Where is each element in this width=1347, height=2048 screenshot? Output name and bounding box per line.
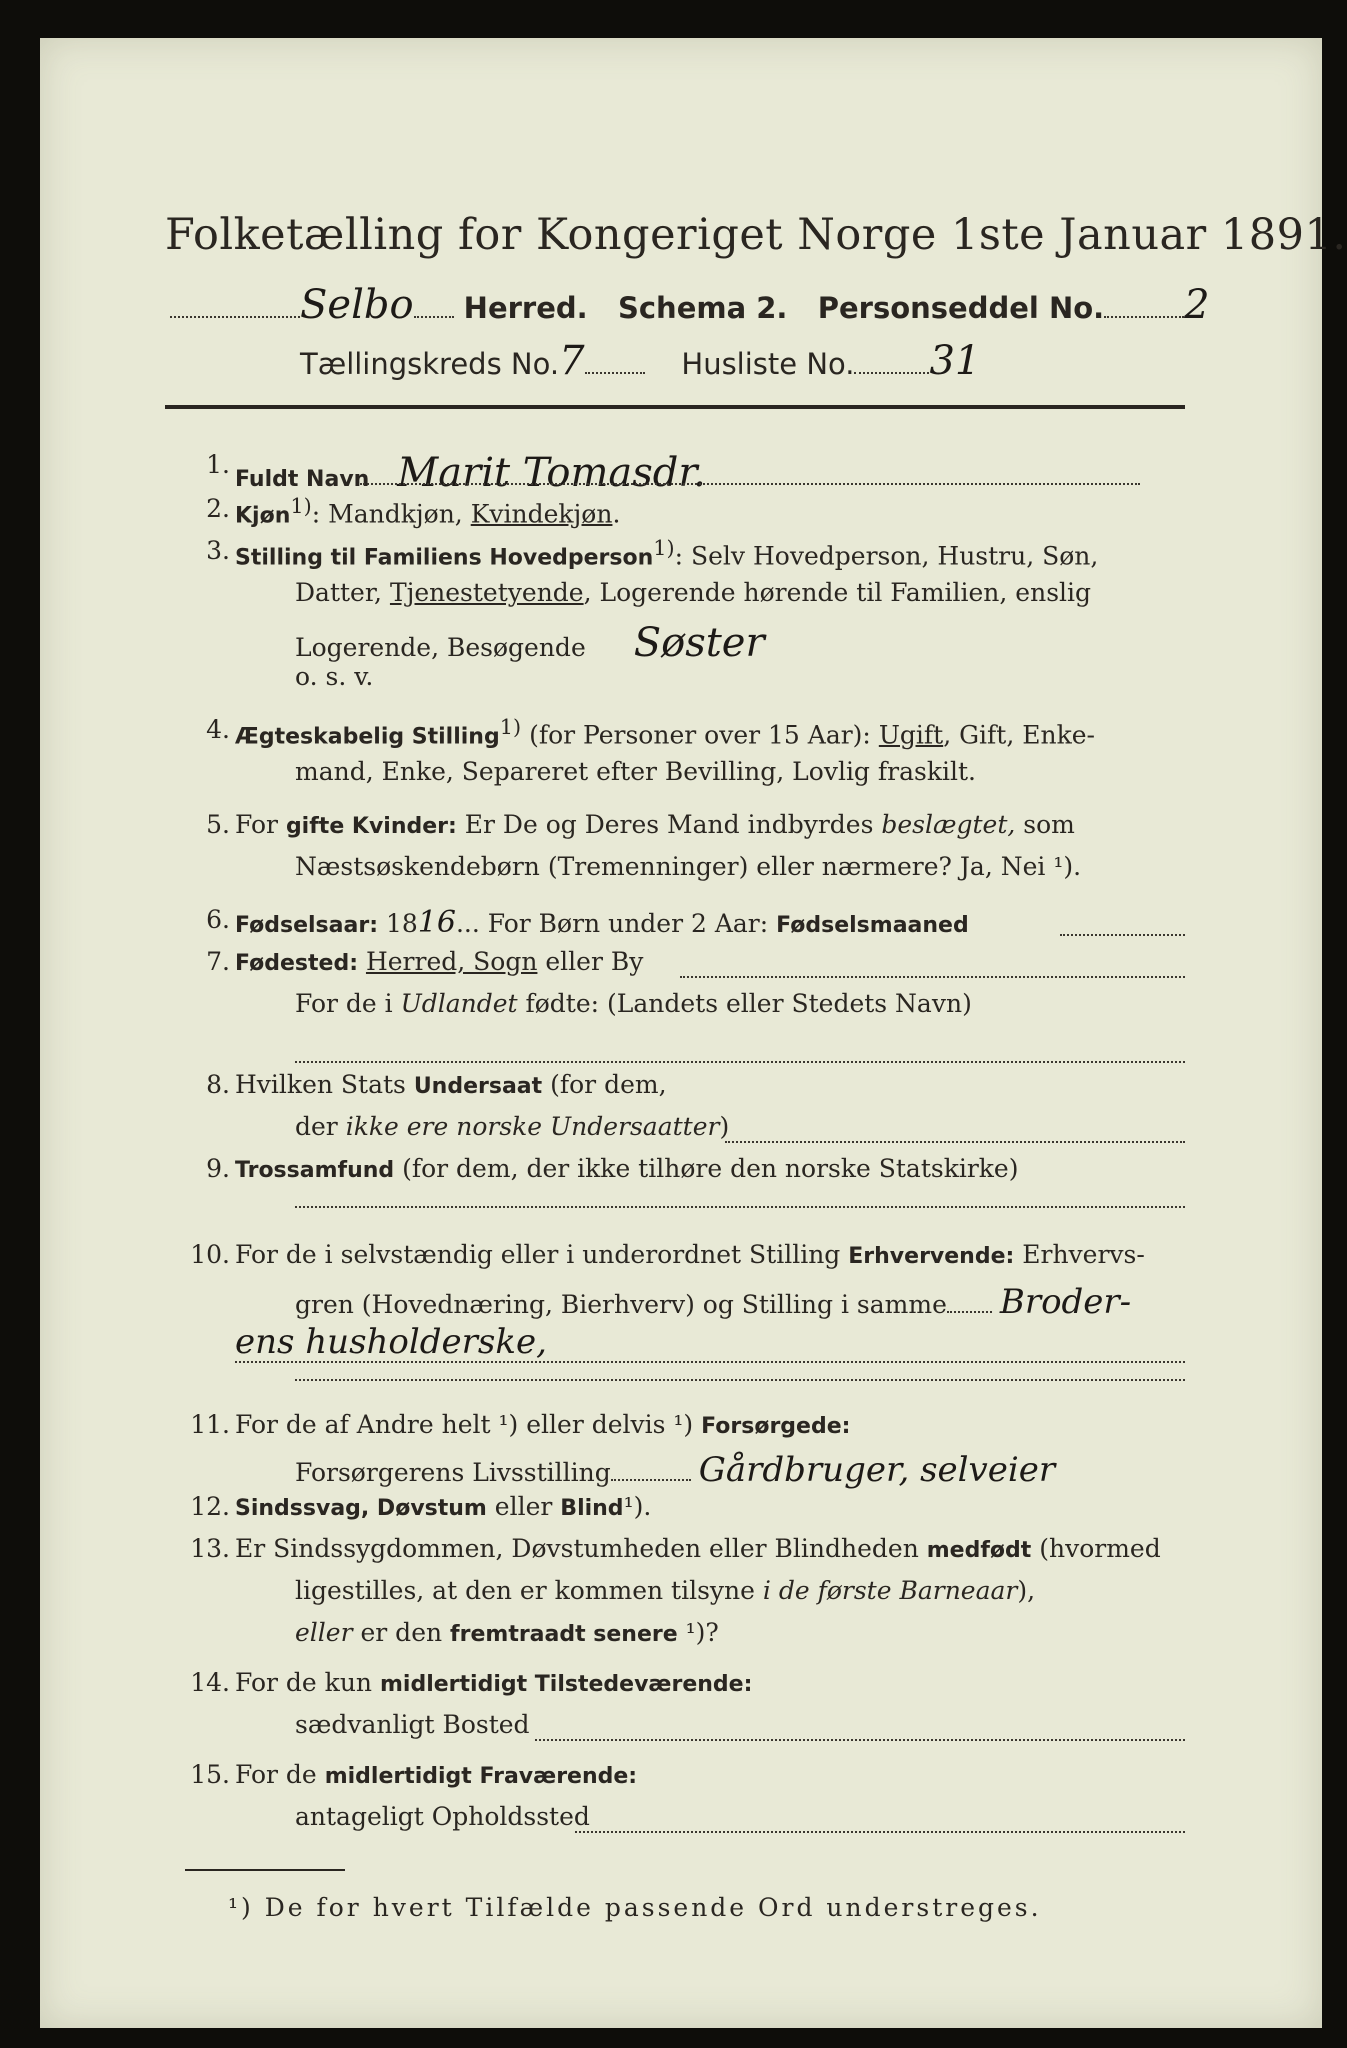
relation-value: Søster xyxy=(633,620,765,666)
marital-value: Ugift xyxy=(878,720,944,750)
kreds-value: 7 xyxy=(559,338,585,384)
birth-year-value: 16 xyxy=(417,905,456,940)
name-label: Fuldt Navn xyxy=(235,467,370,492)
husliste-value: 31 xyxy=(929,338,981,384)
occupation-value-1: Broder- xyxy=(999,1282,1132,1322)
schema-label: Schema 2. xyxy=(617,291,788,325)
kreds-line xyxy=(300,338,1120,388)
name-value: Marit Tomasdr. xyxy=(397,450,706,496)
personseddel-value: 2 xyxy=(1184,282,1210,328)
footnote: ¹) De for hvert Tilfælde passende Ord understreges. xyxy=(228,1893,1042,1922)
form-title: Folketælling for Kongeriget Norge 1ste Januar 1891. xyxy=(165,210,1347,260)
footnote-rule xyxy=(185,1869,345,1871)
kreds-label: Tællingskreds No. xyxy=(300,347,560,381)
header-rule xyxy=(165,405,1185,409)
schema-line xyxy=(170,282,1230,332)
occupation-value-2: ens husholderske, xyxy=(235,1322,547,1362)
husliste-label: Husliste No. xyxy=(681,347,855,381)
position-value: Tjenestetyende xyxy=(389,578,584,607)
provider-value: Gårdbruger, selveier xyxy=(698,1450,1056,1490)
sex-value: Kvindekjøn xyxy=(470,499,613,529)
herred-label: Herred. xyxy=(463,291,588,325)
herred-value: Selbo xyxy=(300,282,414,328)
personseddel-label: Personseddel No. xyxy=(817,291,1105,325)
